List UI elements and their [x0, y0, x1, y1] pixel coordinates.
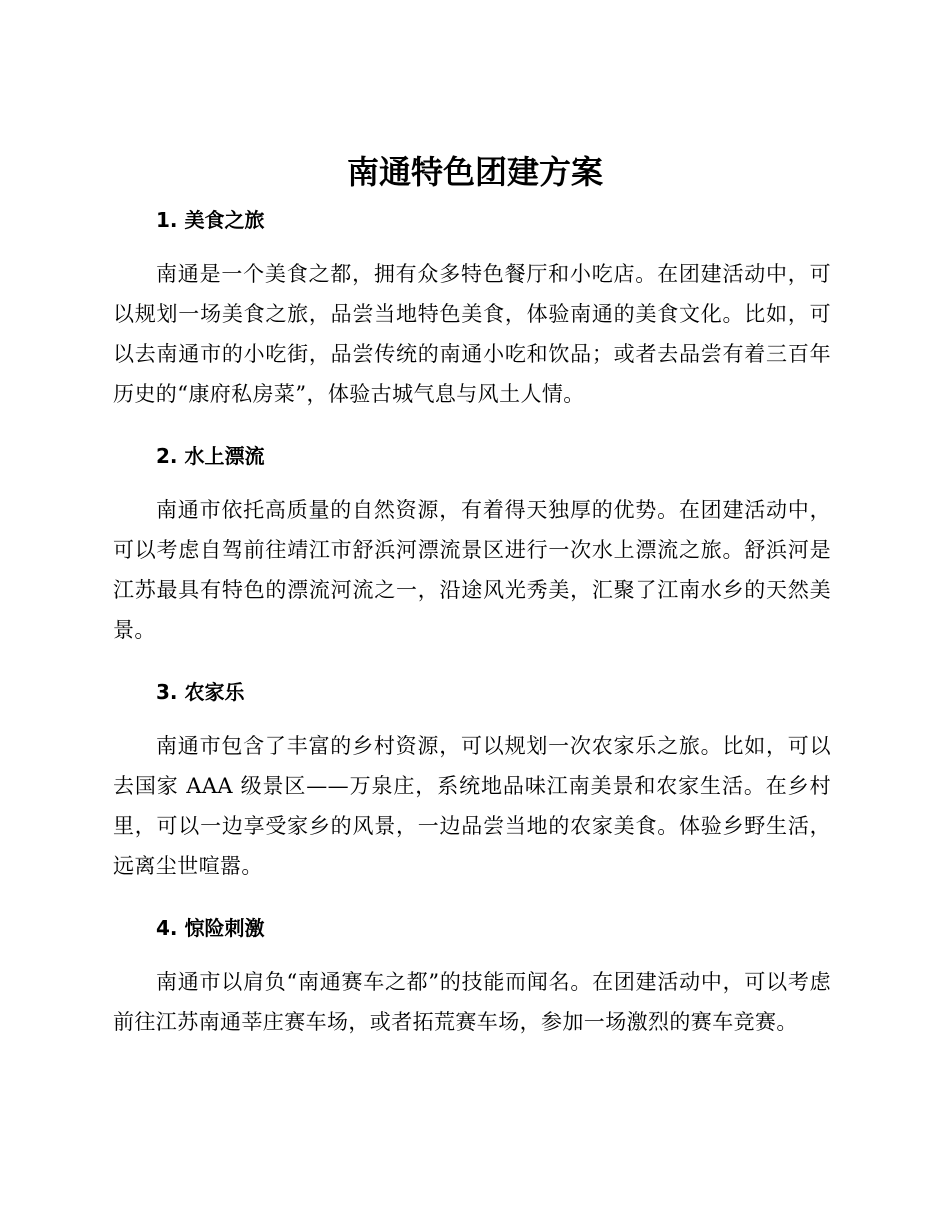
- section-farm-stay: [113, 672, 831, 886]
- document-content: [113, 200, 831, 1064]
- section-food-tour: [113, 200, 831, 414]
- section-heading: 2. 水上漂流: [156, 444, 265, 468]
- section-body: 南通市包含了丰富的乡村资源，可以规划一次农家乐之旅。比如，可以去国家 AAA 级景区——万泉庄，系统地品味江南美景和农家生活。在乡村里，可以一边享受家乡的风景，一边品尝当地的农家美食。体验乡野生活，远离尘世喧嚣。: [113, 734, 831, 878]
- section-heading: 3. 农家乐: [156, 680, 245, 704]
- section-body: 南通市依托高质量的自然资源，有着得天独厚的优势。在团建活动中，可以考虑自驾前往靖江市舒浜河漂流景区进行一次水上漂流之旅。舒浜河是江苏最具有特色的漂流河流之一，沿途风光秀美，汇聚了江南水乡的天然美景。: [113, 498, 831, 642]
- section-heading: 1. 美食之旅: [156, 208, 265, 232]
- section-rafting: [113, 436, 831, 650]
- section-thrill: [113, 908, 831, 1042]
- section-heading: 4. 惊险刺激: [156, 916, 265, 940]
- document-title: 南通特色团建方案: [346, 153, 603, 191]
- section-body: 南通是一个美食之都，拥有众多特色餐厅和小吃店。在团建活动中，可以规划一场美食之旅，品尝当地特色美食，体验南通的美食文化。比如，可以去南通市的小吃街，品尝传统的南通小吃和饮品；或者去品尝有着三百年历史的“康府私房菜”，体验古城气息与风土人情。: [113, 262, 831, 406]
- section-body: 南通市以肩负“南通赛车之都”的技能而闻名。在团建活动中，可以考虑前往江苏南通莘庄赛车场，或者拓荒赛车场，参加一场激烈的赛车竞赛。: [113, 970, 831, 1034]
